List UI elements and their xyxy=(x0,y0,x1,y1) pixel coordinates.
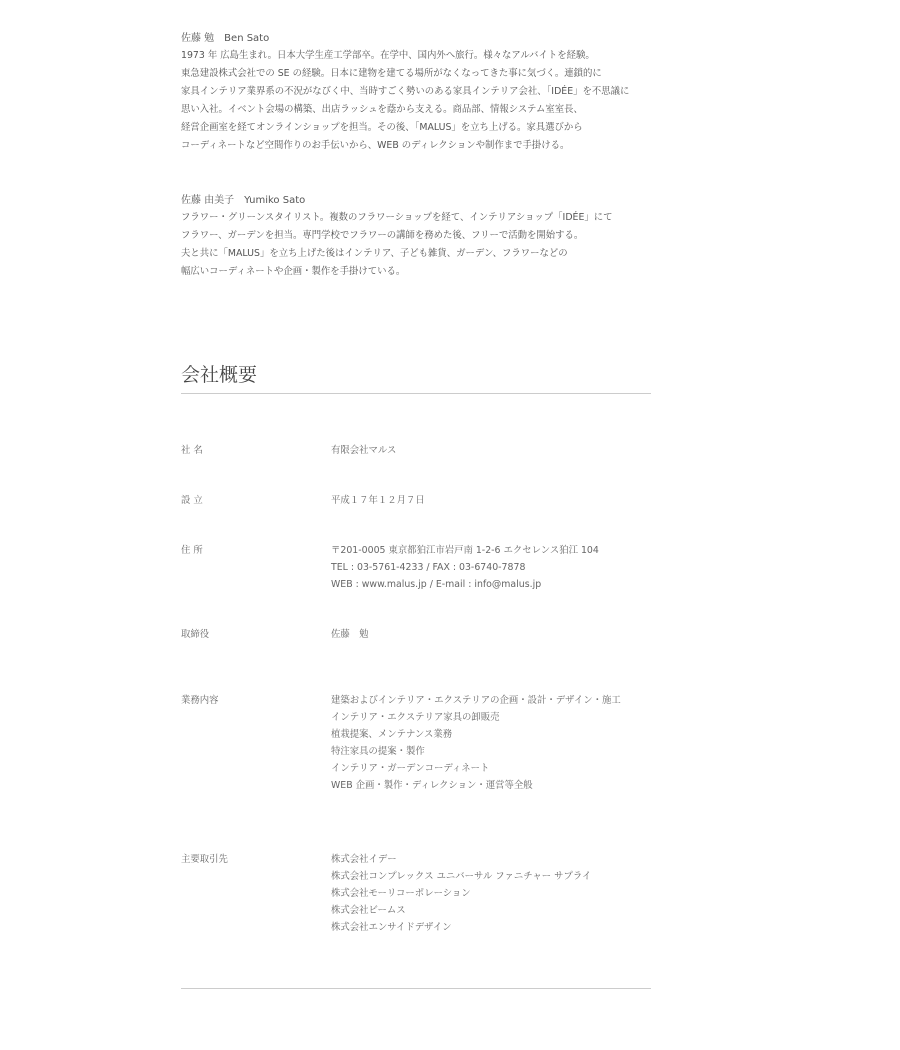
info-label: 設 立 xyxy=(181,495,203,506)
profile-bio-line: 1973 年 広島生まれ。日本大学生産工学部卒。在学中、国内外へ旅行。様々なアルバイトを経験。 xyxy=(181,50,595,61)
client-item: 株式会社ビームス xyxy=(331,905,406,916)
phone-fax-line: TEL : 03-5761-4233 / FAX : 03-6740-7878 xyxy=(331,562,526,573)
profile-name: 佐藤 由美子 Yumiko Sato xyxy=(181,195,306,206)
profile-bio-line: 経営企画室を経てオンラインショップを担当。その後、「MALUS」を立ち上げる。家具選びから xyxy=(181,122,583,133)
info-label: 業務内容 xyxy=(181,695,219,706)
business-item: 植栽提案、メンテナンス業務 xyxy=(331,729,453,740)
profile-name: 佐藤 勉 Ben Sato xyxy=(181,33,270,44)
info-values xyxy=(331,851,591,936)
title-divider xyxy=(181,393,651,394)
company-overview-title: 会社概要 xyxy=(181,364,258,386)
profile-ben-sato xyxy=(181,30,629,155)
info-values xyxy=(331,626,369,643)
info-values xyxy=(331,542,599,593)
bottom-divider xyxy=(181,988,651,989)
info-values xyxy=(331,442,396,459)
profile-bio-line: 東急建設株式会社での SE の経験。日本に建物を建てる場所がなくなってきた事に気づく。連鎖的に xyxy=(181,68,602,79)
client-item: 株式会社モーリコーポレーション xyxy=(331,888,471,899)
business-item: インテリア・ガーデンコーディネート xyxy=(331,763,490,774)
profile-bio-line: フラワー・グリーンスタイリスト。複数のフラワーショップを経て、インテリアショップ「IDÉE」にて xyxy=(181,212,613,223)
web-email-line: WEB : www.malus.jp / E-mail : info@malus.jp xyxy=(331,579,542,590)
business-item: 建築およびインテリア・エクステリアの企画・設計・デザイン・施工 xyxy=(331,695,621,706)
info-label: 主要取引先 xyxy=(181,854,228,865)
info-values xyxy=(331,492,425,509)
business-item: WEB 企画・製作・ディレクション・運営等全般 xyxy=(331,780,533,791)
profile-bio-line: 夫と共に「MALUS」を立ち上げた後はインテリア、子ども雑貨、ガーデン、フラワーなどの xyxy=(181,248,568,259)
client-item: 株式会社イデー xyxy=(331,854,397,865)
info-label: 取締役 xyxy=(181,629,210,640)
info-label: 社 名 xyxy=(181,445,203,456)
info-values xyxy=(331,692,621,794)
address-line: 〒201-0005 東京都狛江市岩戸南 1-2-6 エクセレンス狛江 104 xyxy=(331,545,599,556)
info-value: 有限会社マルス xyxy=(331,445,397,456)
info-label: 住 所 xyxy=(181,545,203,556)
profile-yumiko-sato xyxy=(181,192,613,281)
profile-bio-line: 思い入社。イベント会場の構築、出店ラッシュを蔭から支える。商品部、情報システム室室長、 xyxy=(181,104,583,115)
profile-bio-line: コーディネートなど空間作りのお手伝いから、WEB のディレクションや制作まで手掛ける。 xyxy=(181,140,570,151)
business-item: インテリア・エクステリア家具の卸販売 xyxy=(331,712,500,723)
client-item: 株式会社エンサイドデザイン xyxy=(331,922,452,933)
info-value: 平成１７年１２月７日 xyxy=(331,495,425,506)
info-value: 佐藤 勉 xyxy=(331,629,369,640)
profile-bio-line: フラワー、ガーデンを担当。専門学校でフラワーの講師を務めた後、フリーで活動を開始する。 xyxy=(181,230,584,241)
business-item: 特注家具の提案・製作 xyxy=(331,746,425,757)
profile-bio-line: 家具インテリア業界系の不況がなびく中、当時すごく勢いのある家具インテリア会社、「IDÉE」を不思議に xyxy=(181,86,630,97)
client-item: 株式会社コンプレックス ユニバーサル ファニチャー サプライ xyxy=(331,871,592,882)
profile-bio-line: 幅広いコーディネートや企画・製作を手掛けている。 xyxy=(181,266,406,277)
